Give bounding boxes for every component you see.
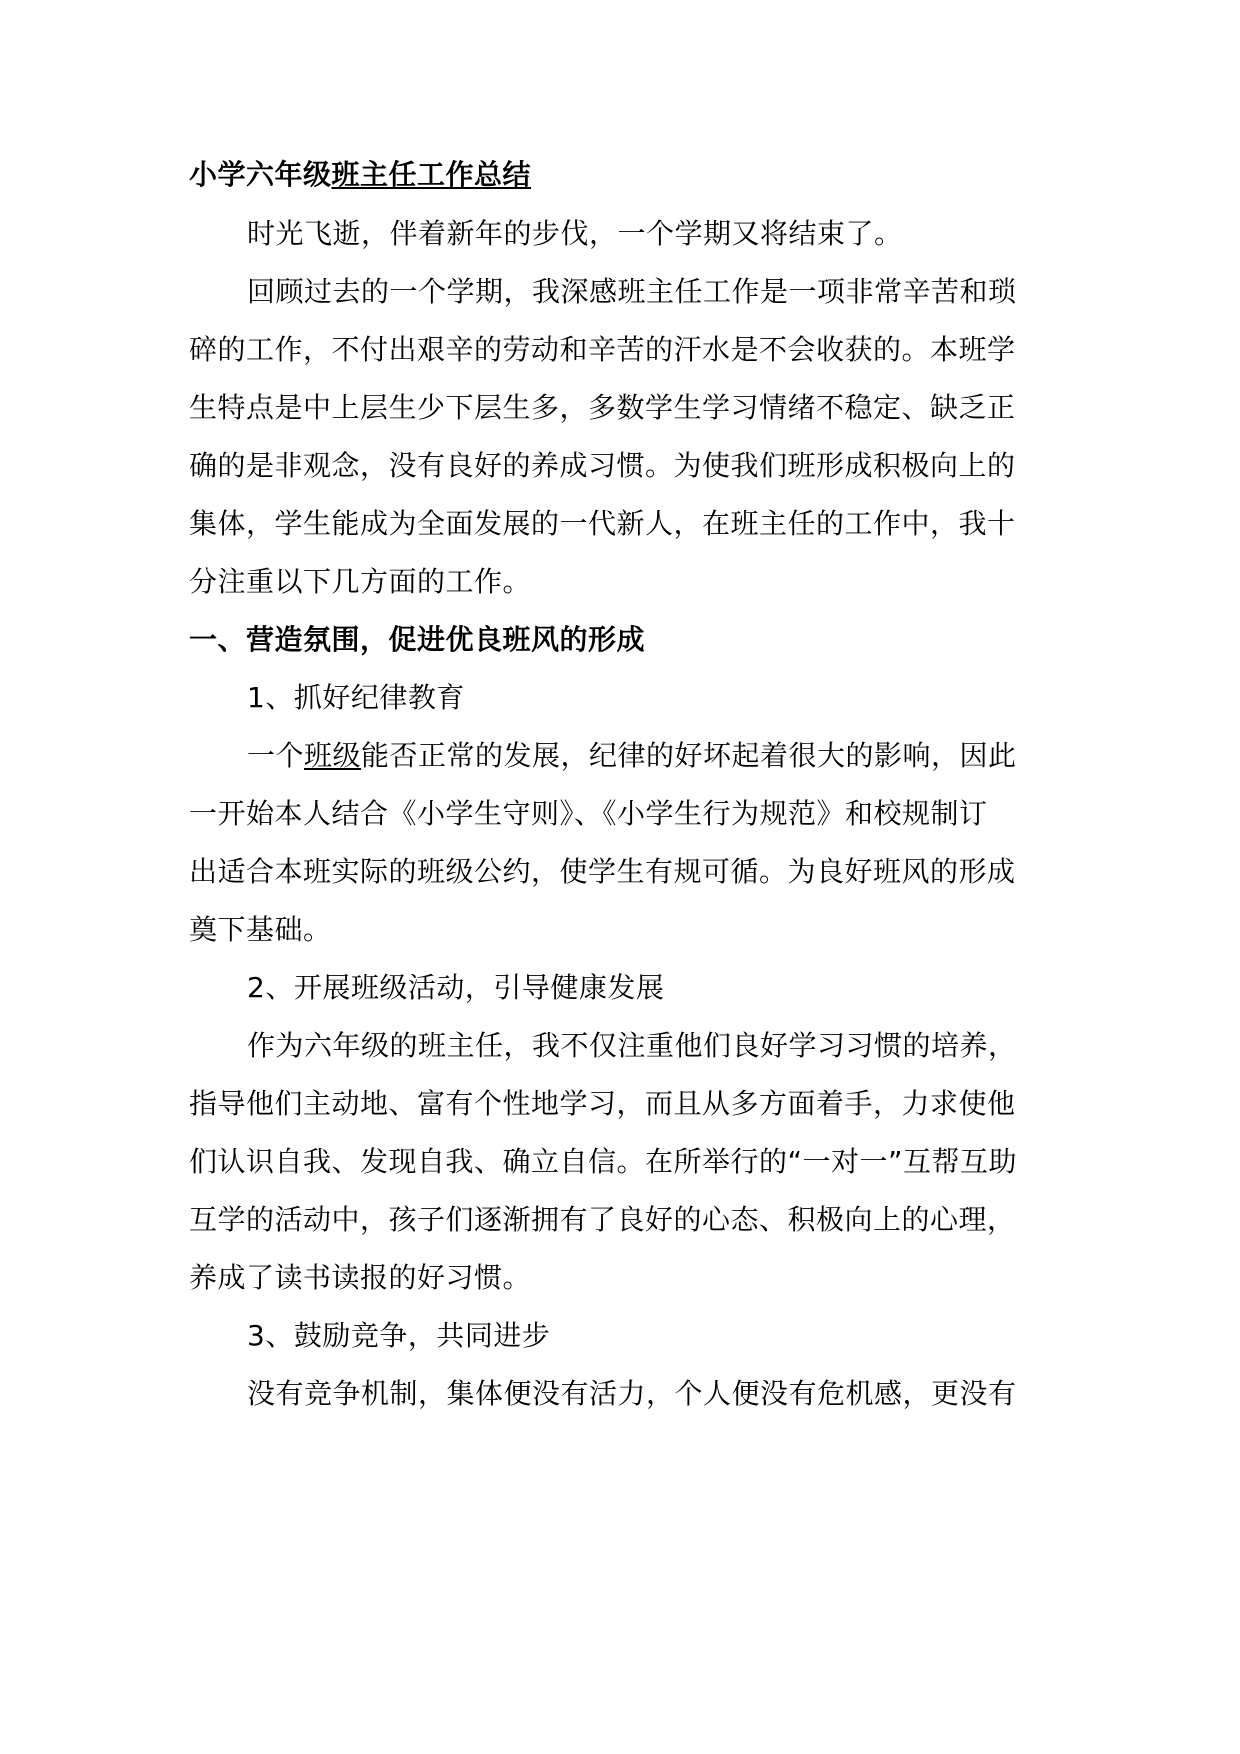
subsection-heading: 3、鼓励竞争，共同进步 bbox=[247, 1319, 551, 1352]
document-title bbox=[189, 158, 531, 192]
paragraph-line: 作为六年级的班主任，我不仅注重他们良好学习习惯的培养， bbox=[247, 1029, 1017, 1062]
paragraph-line: 们认识自我、发现自我、确立自信。在所举行的“一对一”互帮互助 bbox=[189, 1145, 1018, 1178]
paragraph-line: 互学的活动中，孩子们逐渐拥有了良好的心态、积极向上的心理， bbox=[189, 1203, 1016, 1236]
subsection-heading: 2、开展班级活动，引导健康发展 bbox=[247, 971, 665, 1004]
paragraph-line: 确的是非观念，没有良好的养成习惯。为使我们班形成积极向上的 bbox=[189, 449, 1016, 482]
paragraph-line: 生特点是中上层生少下层生多，多数学生学习情绪不稳定、缺乏正 bbox=[189, 391, 1016, 424]
subsection-heading: 1、抓好纪律教育 bbox=[247, 681, 465, 714]
section-heading: 一、营造氛围，促进优良班风的形成 bbox=[189, 623, 646, 656]
paragraph-line: 分注重以下几方面的工作。 bbox=[189, 565, 532, 598]
inline-link[interactable]: 班级 bbox=[304, 739, 362, 772]
paragraph-line: 养成了读书读报的好习惯。 bbox=[189, 1261, 532, 1294]
paragraph-line: 指导他们主动地、富有个性地学习，而且从多方面着手，力求使他 bbox=[189, 1087, 1016, 1120]
paragraph-line: 时光飞逝，伴着新年的步伐，一个学期又将结束了。 bbox=[247, 217, 903, 250]
title-prefix: 小学六年级 bbox=[189, 158, 332, 191]
paragraph-line: 奠下基础。 bbox=[189, 913, 332, 946]
paragraph-line: 一开始本人结合《小学生守则》、《小学生行为规范》和校规制订 bbox=[189, 797, 988, 830]
paragraph-line: 出适合本班实际的班级公约，使学生有规可循。为良好班风的形成 bbox=[189, 855, 1016, 888]
paragraph-line: 回顾过去的一个学期，我深感班主任工作是一项非常辛苦和琐 bbox=[247, 275, 1017, 308]
text-segment: 能否正常的发展，纪律的好坏起着很大的影响，因此 bbox=[361, 739, 1017, 772]
paragraph-line: 碎的工作，不付出艰辛的劳动和辛苦的汗水是不会收获的。本班学 bbox=[189, 333, 1016, 366]
title-link[interactable]: 班主任工作总结 bbox=[331, 158, 532, 191]
paragraph-line bbox=[247, 739, 1017, 773]
document-page bbox=[189, 0, 1059, 1754]
paragraph-line: 集体，学生能成为全面发展的一代新人，在班主任的工作中，我十 bbox=[189, 507, 1016, 540]
paragraph-line: 没有竞争机制，集体便没有活力，个人便没有危机感，更没有 bbox=[247, 1377, 1017, 1410]
text-segment: 一个 bbox=[247, 739, 305, 772]
